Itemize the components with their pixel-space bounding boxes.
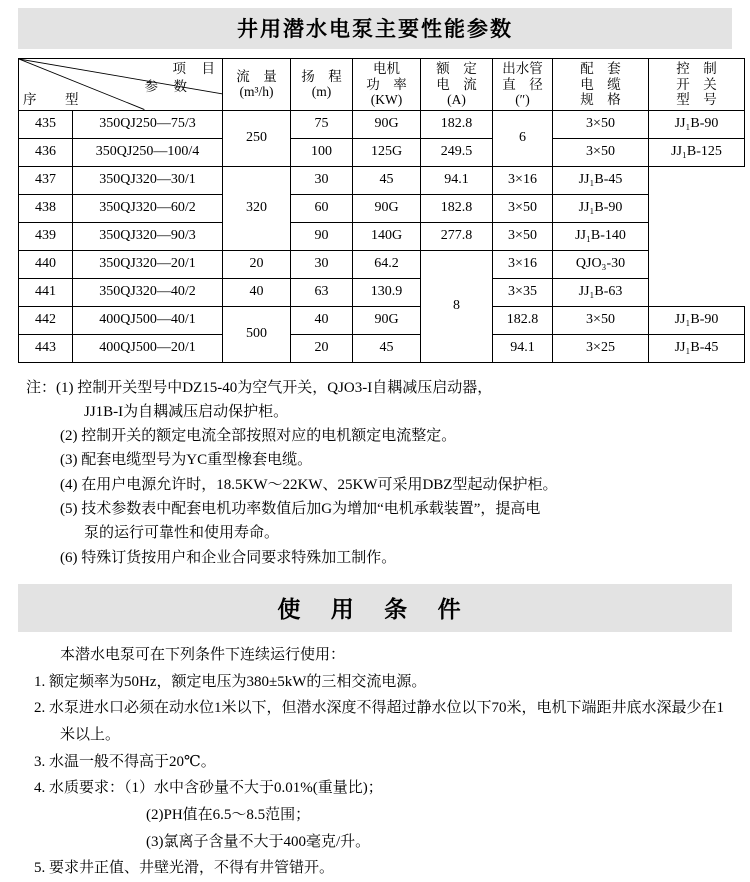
note-6: (6) 特殊订货按用户和企业合同要求特殊加工制作。 xyxy=(60,549,397,566)
cell-cable: 3×35 xyxy=(493,278,553,306)
cell-power: 30 xyxy=(291,250,353,278)
header-cable-spec: 配 套 电 缆 规 格 xyxy=(553,59,649,111)
cell-pipe-diameter: 6 xyxy=(493,110,553,166)
header-pipe-diameter: 出水管 直 径 (″) xyxy=(493,59,553,111)
notes-label: 注： xyxy=(26,379,57,396)
cell-head: 40 xyxy=(291,306,353,334)
cell-cable: 3×16 xyxy=(493,166,553,194)
table-row xyxy=(19,278,745,306)
cell-model: 350QJ250—75/3 xyxy=(73,110,223,138)
cell-current: 130.9 xyxy=(353,278,421,306)
conditions-lead: 本潜水电泵可在下列条件下连续运行使用： xyxy=(60,646,346,663)
header-seq-label: 序 xyxy=(23,92,37,108)
cell-cable: 3×50 xyxy=(493,222,553,250)
cell-seq: 441 xyxy=(19,278,73,306)
table-row xyxy=(19,222,745,250)
table-row xyxy=(19,194,745,222)
cell-seq: 442 xyxy=(19,306,73,334)
header-item-label: 项 目 xyxy=(172,61,216,76)
cell-switch: JJ₁B-45 xyxy=(649,334,745,362)
cell-head: 75 xyxy=(291,110,353,138)
header-power: 电机 功 率 (KW) xyxy=(353,59,421,111)
cell-cable: 3×50 xyxy=(493,194,553,222)
cell-cable: 3×50 xyxy=(553,138,649,166)
cell-cable: 3×50 xyxy=(553,306,649,334)
table-row xyxy=(19,138,745,166)
cell-head: 90 xyxy=(291,222,353,250)
table-row xyxy=(19,334,745,362)
note-3: (3) 配套电缆型号为YC重型橡套电缆。 xyxy=(60,452,313,469)
cell-current: 249.5 xyxy=(421,138,493,166)
condition-2a: 2. 水泵进水口必须在动水位1米以下，但潜水深度不得超过静水位以下70米，电机下端距井底水深最少在1 xyxy=(34,700,725,717)
cell-cable: 3×50 xyxy=(553,110,649,138)
cell-power: 45 xyxy=(353,166,421,194)
note-2: (2) 控制开关的额定电流全部按照对应的电机额定电流整定。 xyxy=(60,428,457,445)
header-model-label: 型 xyxy=(65,92,79,108)
table-row xyxy=(19,110,745,138)
cell-model: 400QJ500—20/1 xyxy=(73,334,223,362)
cell-switch: JJ₁B-90 xyxy=(553,194,649,222)
cell-seq: 437 xyxy=(19,166,73,194)
page-title: 井用潜水电泵主要性能参数 xyxy=(18,8,732,49)
condition-5: 5. 要求井正值、井壁光滑，不得有井管错开。 xyxy=(34,860,335,877)
cell-model: 350QJ320—60/2 xyxy=(73,194,223,222)
cell-pipe-diameter: 8 xyxy=(421,250,493,362)
cell-seq: 443 xyxy=(19,334,73,362)
cell-current: 182.8 xyxy=(493,306,553,334)
cell-current: 182.8 xyxy=(421,194,493,222)
condition-4b: (2)PH值在6.5～8.5范围； xyxy=(146,807,311,824)
cell-current: 277.8 xyxy=(421,222,493,250)
header-head: 扬 程 (m) xyxy=(291,59,353,111)
cell-switch: JJ₁B-90 xyxy=(649,110,745,138)
cell-head: 30 xyxy=(291,166,353,194)
cell-power: 90G xyxy=(353,110,421,138)
spec-table xyxy=(18,58,745,363)
cell-seq: 439 xyxy=(19,222,73,250)
cell-head: 20 xyxy=(291,334,353,362)
cell-flow: 320 xyxy=(223,166,291,250)
cell-switch: JJ₁B-63 xyxy=(553,278,649,306)
cell-model: 350QJ320—90/3 xyxy=(73,222,223,250)
cell-seq: 436 xyxy=(19,138,73,166)
cell-power: 63 xyxy=(291,278,353,306)
cell-model: 400QJ500—40/1 xyxy=(73,306,223,334)
cell-head: 100 xyxy=(291,138,353,166)
cell-seq: 435 xyxy=(19,110,73,138)
condition-3: 3. 水温一般不得高于20℃。 xyxy=(34,753,216,770)
document-page xyxy=(0,8,750,877)
cell-power: 90G xyxy=(353,306,421,334)
cell-switch: QJO₃-30 xyxy=(553,250,649,278)
cell-switch: JJ₁B-90 xyxy=(649,306,745,334)
cell-current: 94.1 xyxy=(493,334,553,362)
condition-1: 1. 额定频率为50Hz，额定电压为380±5kW的三相交流电源。 xyxy=(34,673,427,690)
table-row xyxy=(19,306,745,334)
header-flow: 流 量 (m³/h) xyxy=(223,59,291,111)
header-corner-cell xyxy=(19,59,223,111)
note-1a: (1) 控制开关型号中DZ15-40为空气开关，QJO3-I自耦减压启动器， xyxy=(56,379,493,396)
header-switch-model: 控 制 开 关 型 号 xyxy=(649,59,745,111)
note-4: (4) 在用户电源允许时，18.5KW～22KW、25KW可采用DBZ型起动保护柜。 xyxy=(60,476,558,493)
condition-2b: 米以上。 xyxy=(60,726,121,743)
notes-block xyxy=(18,376,732,570)
cell-model: 350QJ320—20/1 xyxy=(73,250,223,278)
cell-head: 60 xyxy=(291,194,353,222)
cell-current: 182.8 xyxy=(421,110,493,138)
condition-4c: (3)氯离子含量不大于400毫克/升。 xyxy=(146,833,371,850)
note-line xyxy=(26,376,726,400)
cell-switch: JJ₁B-140 xyxy=(553,222,649,250)
header-current: 额 定 电 流 (A) xyxy=(421,59,493,111)
table-row xyxy=(19,250,745,278)
header-param-label: 参 数 xyxy=(144,79,188,94)
table-body xyxy=(19,110,745,362)
note-5b: 泵的运行可靠性和使用寿命。 xyxy=(84,525,280,542)
cell-model: 350QJ250—100/4 xyxy=(73,138,223,166)
cell-switch: JJ₁B-45 xyxy=(553,166,649,194)
conditions-block xyxy=(18,642,732,882)
note-1b: JJ1B-I为自耦减压启动保护柜。 xyxy=(84,403,289,420)
cell-head: 20 xyxy=(223,250,291,278)
cell-power: 90G xyxy=(353,194,421,222)
cell-flow: 250 xyxy=(223,110,291,166)
conditions-title: 使 用 条 件 xyxy=(18,584,732,632)
cell-power: 140G xyxy=(353,222,421,250)
cell-seq: 438 xyxy=(19,194,73,222)
note-5a: (5) 技术参数表中配套电机功率数值后加G为增加“电机承载装置”，提高电 xyxy=(60,501,541,518)
cell-cable: 3×16 xyxy=(493,250,553,278)
cell-head: 40 xyxy=(223,278,291,306)
cell-flow: 500 xyxy=(223,306,291,362)
table-row xyxy=(19,166,745,194)
cell-cable: 3×25 xyxy=(553,334,649,362)
cell-current: 94.1 xyxy=(421,166,493,194)
cell-model: 350QJ320—30/1 xyxy=(73,166,223,194)
cell-power: 125G xyxy=(353,138,421,166)
cell-seq: 440 xyxy=(19,250,73,278)
condition-4a: 4. 水质要求：（1）水中含砂量不大于0.01%(重量比)； xyxy=(34,780,383,797)
cell-power: 45 xyxy=(353,334,421,362)
cell-current: 64.2 xyxy=(353,250,421,278)
cell-model: 350QJ320—40/2 xyxy=(73,278,223,306)
table-header-row xyxy=(19,59,745,111)
cell-switch: JJ₁B-125 xyxy=(649,138,745,166)
